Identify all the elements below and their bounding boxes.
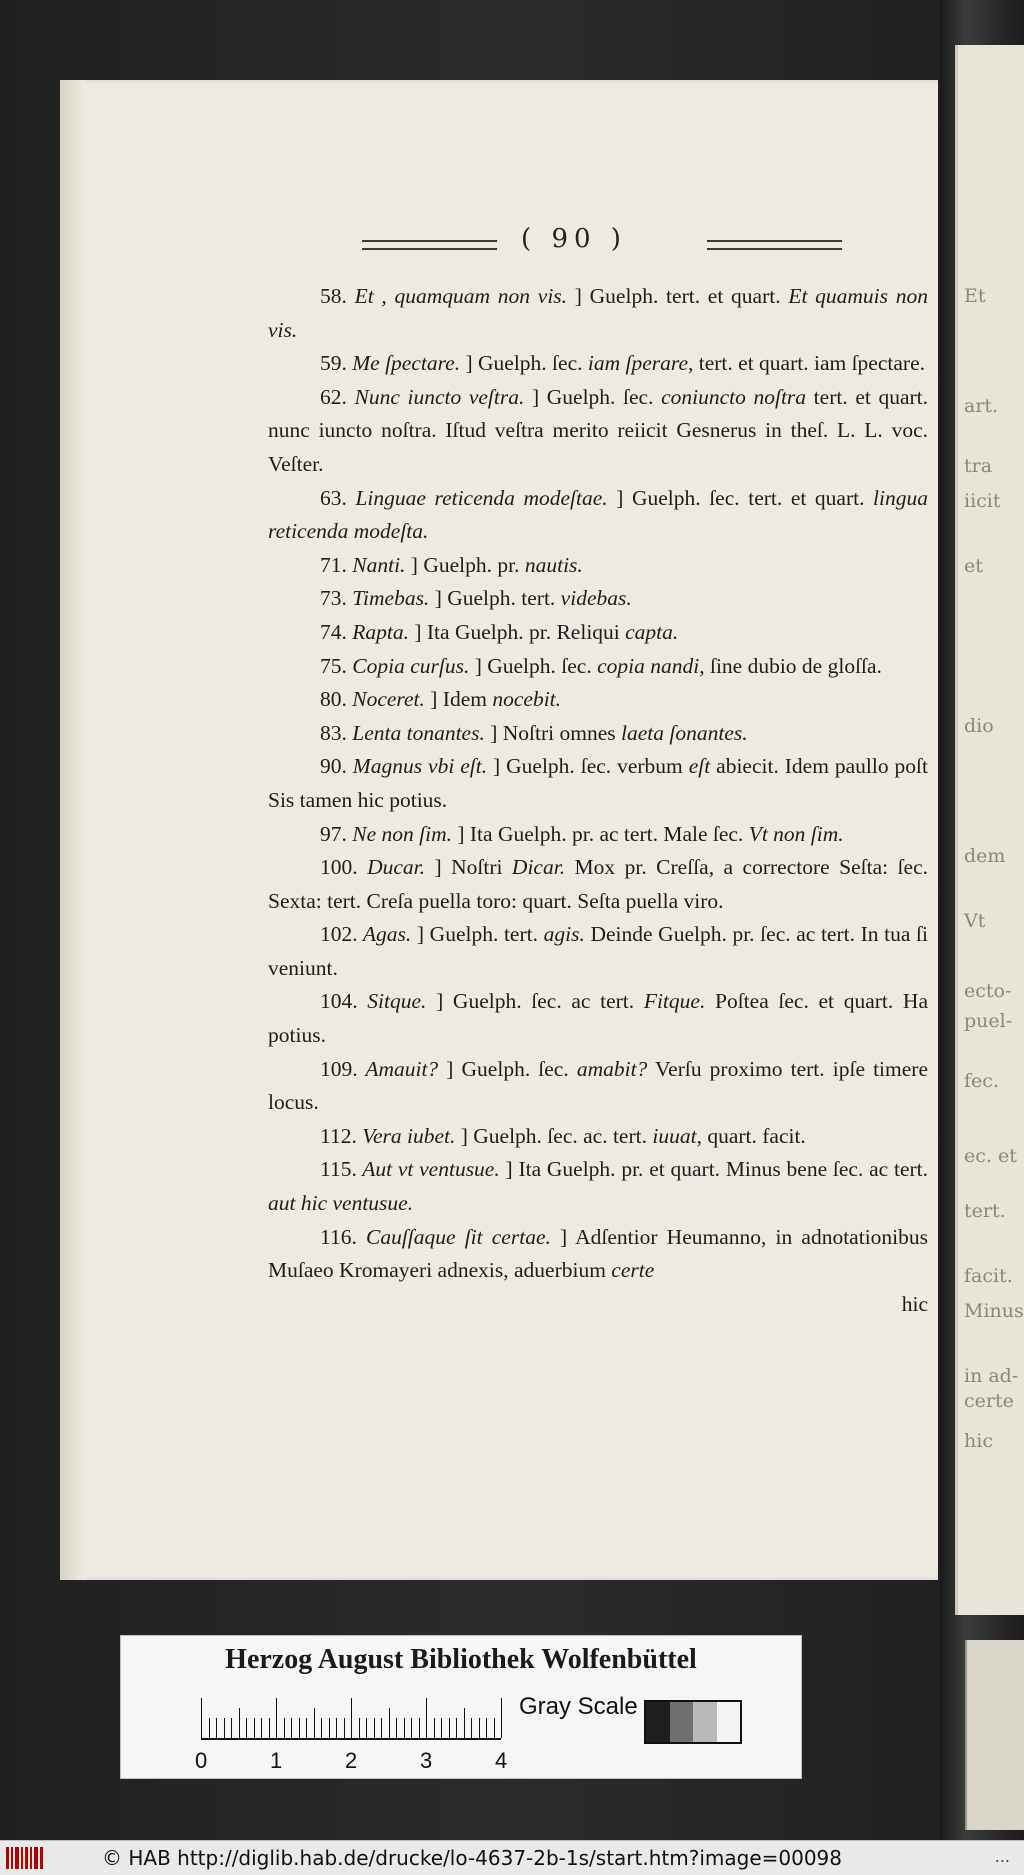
note-lemma: Nanti.	[346, 552, 406, 577]
note-lemma: Agas.	[357, 922, 412, 947]
gray-swatch	[693, 1702, 717, 1742]
note-number: 63.	[320, 485, 347, 510]
note-number: 97.	[320, 821, 347, 846]
note-text-continued: Verſu proximo tert. ipſe timere locus.	[268, 1056, 928, 1115]
note-number: 100.	[320, 855, 358, 880]
ruler-tick	[224, 1718, 225, 1738]
ruler-tick	[299, 1718, 300, 1738]
note-variant: aut hic ventusue.	[268, 1191, 414, 1216]
note-number: 59.	[320, 351, 347, 376]
facing-page-ghost-text: in ad-	[964, 1365, 1019, 1387]
hab-logo-icon	[6, 1847, 46, 1869]
note-paragraph	[268, 683, 928, 717]
ruler-tick	[231, 1718, 232, 1738]
facing-page-ghost-text: ec. et	[964, 1145, 1017, 1167]
note-paragraph	[268, 582, 928, 616]
note-variant: iam ſperare	[587, 351, 688, 376]
ruler-tick	[441, 1718, 442, 1738]
facing-page-edge	[955, 45, 1024, 1615]
note-text-continued: Deinde Guelph. pr. ſec. ac tert. In tua ſi veniunt.	[268, 922, 928, 980]
scale-ruler	[201, 1696, 501, 1740]
note-lemma: Amauit?	[357, 1056, 439, 1081]
ruler-tick	[284, 1718, 285, 1738]
note-lemma: Ducar.	[357, 855, 426, 880]
viewer-footer	[0, 1840, 1024, 1875]
logo-bar	[21, 1847, 23, 1869]
ruler-tick	[449, 1718, 450, 1738]
ruler-tick	[291, 1718, 292, 1738]
catchword: hic	[901, 1291, 928, 1316]
facing-page-ghost-text: iicit	[964, 490, 1001, 512]
ruler-tick	[306, 1718, 307, 1738]
logo-bar	[34, 1847, 38, 1869]
note-number: 115.	[320, 1157, 357, 1182]
note-lemma: Timebas.	[346, 586, 430, 611]
note-variant: certe	[611, 1258, 655, 1283]
note-text-continued: , quart. facit.	[696, 1123, 806, 1148]
gray-swatch	[670, 1702, 694, 1742]
note-text: ] Guelph. ſec. ac tert.	[426, 989, 644, 1014]
facing-page-ghost-text: certe	[964, 1390, 1014, 1412]
note-number: 73.	[320, 586, 347, 611]
note-lemma: Ne non ſim.	[346, 821, 452, 846]
ruler-tick	[434, 1718, 435, 1738]
ruler-tick	[351, 1698, 352, 1738]
ruler-tick	[261, 1718, 262, 1738]
note-number: 90.	[320, 754, 347, 779]
logo-bar	[30, 1847, 32, 1869]
note-paragraph	[268, 851, 928, 918]
page-gutter	[60, 80, 86, 1580]
facing-page-ghost-text: puel-	[964, 1010, 1013, 1032]
note-number: 109.	[320, 1056, 358, 1081]
ruler-tick	[426, 1698, 427, 1738]
note-text: ] Guelph. tert. et quart.	[567, 284, 789, 308]
note-lemma: Vera iubet.	[356, 1123, 456, 1148]
note-variant: copia nandi	[597, 653, 700, 678]
facing-page-ghost-text: et	[964, 555, 983, 577]
note-lemma: Lenta tonantes.	[346, 720, 485, 745]
ruler-tick	[321, 1718, 322, 1738]
library-title: Herzog August Bibliothek Wolfenbüttel	[225, 1644, 697, 1675]
ruler-tick	[314, 1708, 315, 1738]
note-lemma: Rapta.	[346, 619, 409, 644]
ruler-tick	[246, 1718, 247, 1738]
ruler-tick	[374, 1718, 375, 1738]
note-paragraph	[268, 985, 928, 1052]
facing-page-ghost-text: tert.	[964, 1200, 1006, 1222]
note-variant: amabit?	[576, 1056, 648, 1081]
note-paragraph	[268, 347, 928, 381]
ruler-tick	[239, 1708, 240, 1738]
facing-page-ghost-text: dem	[964, 845, 1006, 867]
ruler-tick	[486, 1718, 487, 1738]
facing-page-ghost-text: fec.	[964, 1070, 999, 1092]
ruler-number: 3	[420, 1748, 433, 1773]
copyright-credit: © HAB http://diglib.hab.de/drucke/lo-4637-2b-1s/start.htm?image=00098	[102, 1846, 843, 1870]
more-icon[interactable]: ...	[994, 1847, 1010, 1866]
ruler-tick	[344, 1718, 345, 1738]
note-text: ] Guelph. ſec.	[524, 384, 662, 409]
note-text: ] Ita Guelph. pr. et quart. Minus bene ſec. ac tert.	[499, 1157, 928, 1182]
note-paragraph	[268, 717, 928, 751]
facing-page-ghost-text: Et	[964, 285, 986, 307]
note-lemma: Magnus vbi eſt.	[346, 754, 488, 779]
facing-page-ghost-text: art.	[964, 395, 999, 417]
logo-bar	[40, 1847, 43, 1869]
ruler-tick	[201, 1698, 202, 1738]
note-variant: Fitque.	[643, 989, 706, 1014]
note-lemma: Et , quamquam non vis.	[346, 284, 568, 308]
gray-scale-swatches	[644, 1700, 742, 1744]
note-number: 75.	[320, 653, 347, 678]
page-number: ( 90 )	[521, 224, 627, 254]
ruler-tick	[366, 1718, 367, 1738]
logo-bar	[11, 1847, 13, 1869]
note-text: ] Ita Guelph. pr. ac tert. Male ſec.	[451, 821, 749, 846]
ruler-tick	[464, 1708, 465, 1738]
ruler-number: 0	[195, 1748, 208, 1773]
ruler-tick	[404, 1718, 405, 1738]
ruler-tick	[276, 1698, 277, 1738]
note-text: ] Idem	[424, 687, 493, 712]
note-paragraph	[268, 1053, 928, 1120]
header-rule-right	[707, 240, 842, 250]
gray-scale-label: Gray Scale	[519, 1693, 638, 1720]
note-text-continued: , tert. et quart. iam ſpectare.	[688, 351, 925, 376]
ruler-tick	[501, 1698, 502, 1738]
note-number: 104.	[320, 989, 358, 1014]
note-variant: agis.	[543, 922, 585, 947]
ruler-tick	[411, 1718, 412, 1738]
facing-page-ghost-text: facit.	[964, 1265, 1013, 1287]
facing-page-ghost-text: hic	[964, 1430, 993, 1452]
note-paragraph	[268, 549, 928, 583]
note-text: ] Noſtri omnes	[484, 720, 621, 745]
note-number: 116.	[320, 1224, 357, 1249]
note-variant: laeta ſonantes.	[621, 720, 748, 745]
note-text-continued: abiecit. Idem paullo poſt Sis tamen hic potius.	[268, 754, 928, 812]
note-text-continued: tert. et quart. nunc iuncto noſtra. Iſtud veſtra merito reiicit Gesnerus in theſ. L. L. voc. Veſter.	[268, 384, 928, 476]
note-lemma: Sitque.	[357, 989, 427, 1014]
note-text-continued: Poſtea ſec. et quart. Ha potius.	[268, 989, 928, 1048]
note-variant: eſt	[688, 754, 711, 779]
note-number: 83.	[320, 720, 347, 745]
ruler-tick	[359, 1718, 360, 1738]
note-number: 112.	[320, 1123, 357, 1148]
logo-bar	[25, 1847, 28, 1869]
note-paragraph	[268, 650, 928, 684]
note-variant: lingua reticenda modeſta.	[268, 485, 928, 544]
facing-page-ghost-text: ecto-	[964, 980, 1012, 1002]
note-variant: videbas.	[560, 586, 632, 611]
ruler-tick	[494, 1718, 495, 1738]
note-text-continued: Mox pr. Creſſa, a correctore Seſta: ſec. Sexta: tert. Creſa puella toro: quart. Seſta puella viro.	[268, 855, 928, 913]
note-text-continued: , ſine dubio de gloſſa.	[699, 653, 882, 678]
header-rule-left	[362, 240, 497, 250]
facing-page-lower-edge	[965, 1640, 1024, 1830]
page-header	[300, 224, 850, 260]
note-text: ] Guelph. tert.	[429, 586, 561, 611]
gray-swatch	[717, 1702, 741, 1742]
note-variant: nocebit.	[492, 687, 562, 712]
ruler-tick	[396, 1718, 397, 1738]
note-paragraph	[268, 1153, 928, 1220]
note-variant: Et quamuis non vis.	[268, 284, 929, 342]
note-number: 80.	[320, 687, 347, 712]
note-number: 58.	[320, 284, 347, 308]
note-paragraph	[268, 616, 928, 650]
ruler-tick	[336, 1718, 337, 1738]
note-number: 71.	[320, 552, 347, 577]
note-paragraph	[268, 1120, 928, 1154]
note-text: ] Guelph. ſec. ac. tert.	[455, 1123, 653, 1148]
page-body-text	[268, 280, 928, 1321]
note-variant: iuuat	[652, 1123, 697, 1148]
note-paragraph	[268, 280, 928, 347]
facing-page-ghost-text: tra	[964, 455, 993, 477]
note-text: ] Guelph. ſec.	[460, 351, 588, 376]
logo-bar	[6, 1847, 9, 1869]
ruler-tick	[456, 1718, 457, 1738]
note-number: 102.	[320, 922, 358, 947]
note-number: 62.	[320, 384, 347, 409]
note-text: ] Guelph. pr.	[405, 552, 525, 577]
note-variant: capta.	[625, 619, 679, 644]
note-text: ] Ita Guelph. pr. Reliqui	[408, 619, 626, 644]
note-lemma: Copia curſus.	[346, 653, 470, 678]
facing-page-ghost-text: dio	[964, 715, 994, 737]
logo-bar	[15, 1847, 19, 1869]
facing-page-ghost-text: Minus	[964, 1300, 1024, 1322]
ruler-tick	[381, 1718, 382, 1738]
note-paragraph	[268, 1221, 928, 1288]
note-lemma: Nunc iuncto veſtra.	[346, 384, 525, 409]
note-variant: Vt non ſim.	[748, 821, 844, 846]
note-text: ] Guelph. ſec. tert. et quart.	[607, 485, 874, 510]
note-text: ] Adſentior Heumanno, in adnotationibus Muſaeo Kromayeri adnexis, aduerbium	[268, 1224, 929, 1283]
note-variant: Dicar.	[511, 855, 566, 880]
ruler-tick	[471, 1718, 472, 1738]
note-paragraph	[268, 750, 928, 817]
gray-swatch	[646, 1702, 670, 1742]
color-calibration-bar	[120, 1635, 802, 1779]
ruler-number: 4	[495, 1748, 508, 1773]
note-paragraph	[268, 918, 928, 985]
ruler-tick	[389, 1708, 390, 1738]
ruler-number: 2	[345, 1748, 358, 1773]
ruler-tick	[254, 1718, 255, 1738]
note-variant: nautis.	[524, 552, 583, 577]
ruler-tick	[479, 1718, 480, 1738]
note-lemma: Me ſpectare.	[346, 351, 461, 376]
ruler-tick	[419, 1718, 420, 1738]
note-text: ] Guelph. tert.	[411, 922, 544, 947]
ruler-tick	[216, 1718, 217, 1738]
note-text: ] Noſtri	[425, 855, 512, 880]
note-paragraph	[268, 482, 928, 549]
facing-page-ghost-text: Vt	[964, 910, 986, 932]
note-paragraph	[268, 818, 928, 852]
note-text: ] Guelph. ſec.	[469, 653, 598, 678]
ruler-tick	[329, 1718, 330, 1738]
note-lemma: Cauſſaque ſit certae.	[356, 1224, 551, 1249]
ruler-number: 1	[270, 1748, 283, 1773]
note-number: 74.	[320, 619, 347, 644]
note-text: ] Guelph. ſec.	[438, 1056, 577, 1081]
note-paragraph	[268, 381, 928, 482]
note-lemma: Noceret.	[346, 687, 425, 712]
note-lemma: Linguae reticenda modeſtae.	[346, 485, 608, 510]
ruler-tick	[209, 1718, 210, 1738]
note-variant: coniuncto noſtra	[661, 384, 807, 409]
note-text: ] Guelph. ſec. verbum	[487, 754, 689, 779]
note-lemma: Aut vt ventusue.	[356, 1157, 500, 1182]
ruler-tick	[269, 1718, 270, 1738]
